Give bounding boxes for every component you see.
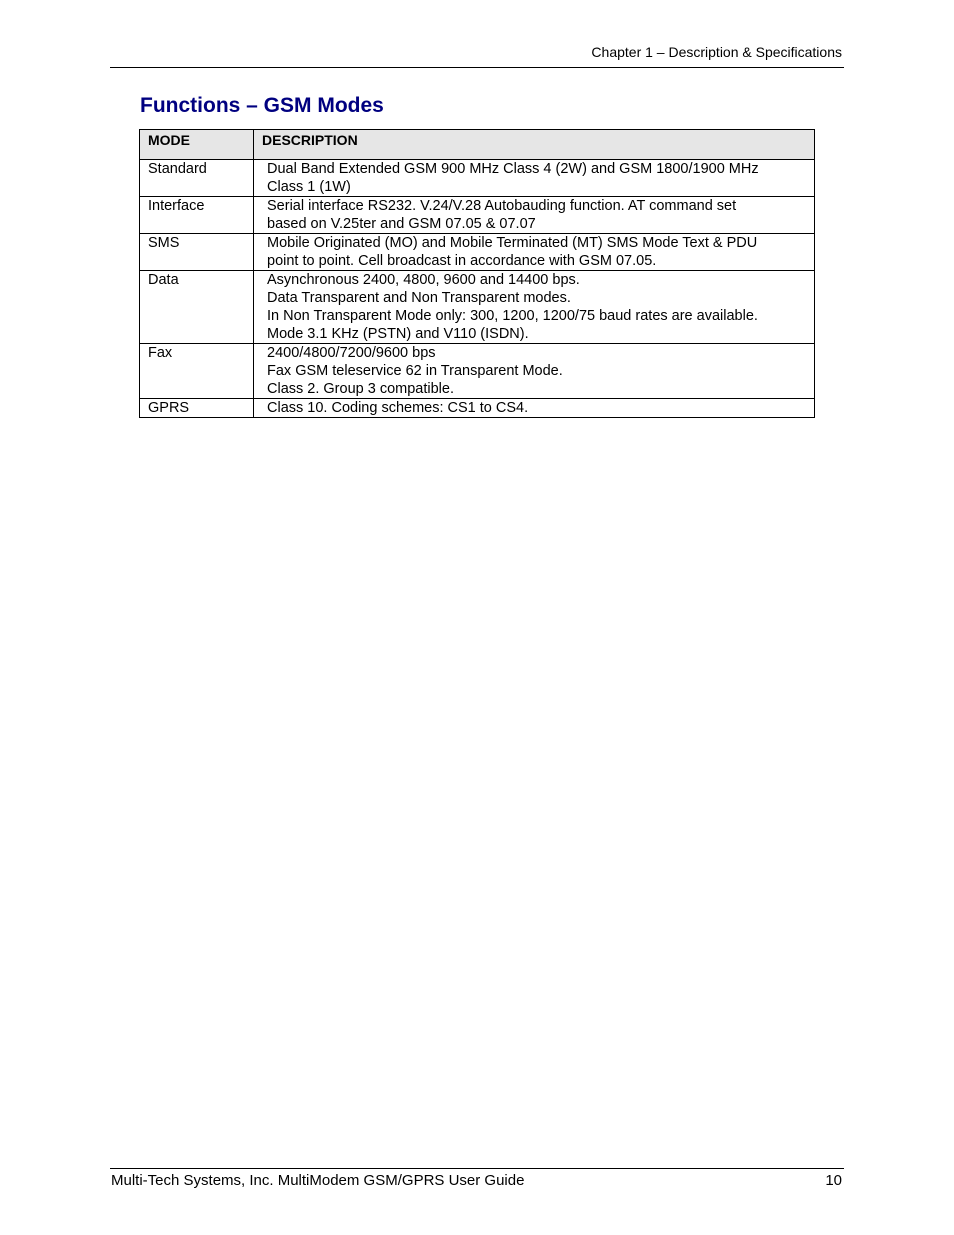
table-header-row [140, 130, 815, 160]
section-title: Functions – GSM Modes [140, 94, 384, 117]
table-row [140, 234, 815, 271]
description-cell [254, 271, 815, 344]
description-line: Mobile Originated (MO) and Mobile Terminated (MT) SMS Mode Text & PDU [267, 235, 758, 251]
mode-cell: Standard [140, 160, 254, 197]
description-line: based on V.25ter and GSM 07.05 & 07.07 [267, 216, 536, 232]
table-row [140, 399, 815, 418]
mode-cell: GPRS [140, 399, 254, 418]
description-line: point to point. Cell broadcast in accordance with GSM 07.05. [267, 253, 657, 269]
column-header-mode: MODE [140, 130, 254, 160]
page-number: 10 [825, 1172, 842, 1189]
mode-cell: Fax [140, 344, 254, 399]
description-line: Class 1 (1W) [267, 179, 351, 195]
gsm-modes-table [139, 129, 815, 418]
table-row [140, 271, 815, 344]
table-row [140, 160, 815, 197]
header-divider [110, 67, 844, 68]
description-cell [254, 234, 815, 271]
description-line: Serial interface RS232. V.24/V.28 Autobauding function. AT command set [267, 198, 737, 214]
footer-divider [110, 1168, 844, 1169]
description-line: Class 2. Group 3 compatible. [267, 381, 454, 397]
description-line: Asynchronous 2400, 4800, 9600 and 14400 bps. [267, 272, 580, 288]
description-line: Fax GSM teleservice 62 in Transparent Mode. [267, 363, 563, 379]
mode-cell: SMS [140, 234, 254, 271]
description-line: Dual Band Extended GSM 900 MHz Class 4 (2W) and GSM 1800/1900 MHz [267, 161, 759, 177]
description-line: 2400/4800/7200/9600 bps [267, 345, 436, 361]
footer-guide-title: Multi-Tech Systems, Inc. MultiModem GSM/GPRS User Guide [111, 1172, 525, 1189]
description-cell [254, 197, 815, 234]
description-cell [254, 344, 815, 399]
description-line: Mode 3.1 KHz (PSTN) and V110 (ISDN). [267, 326, 529, 342]
mode-cell: Data [140, 271, 254, 344]
description-line: In Non Transparent Mode only: 300, 1200, 1200/75 baud rates are available. [267, 308, 758, 324]
table-row [140, 197, 815, 234]
mode-cell: Interface [140, 197, 254, 234]
chapter-header: Chapter 1 – Description & Specifications [591, 44, 842, 60]
description-line: Data Transparent and Non Transparent modes. [267, 290, 571, 306]
description-line: Class 10. Coding schemes: CS1 to CS4. [267, 400, 529, 416]
table-row [140, 344, 815, 399]
description-cell [254, 160, 815, 197]
description-cell [254, 399, 815, 418]
column-header-description: DESCRIPTION [254, 130, 815, 160]
